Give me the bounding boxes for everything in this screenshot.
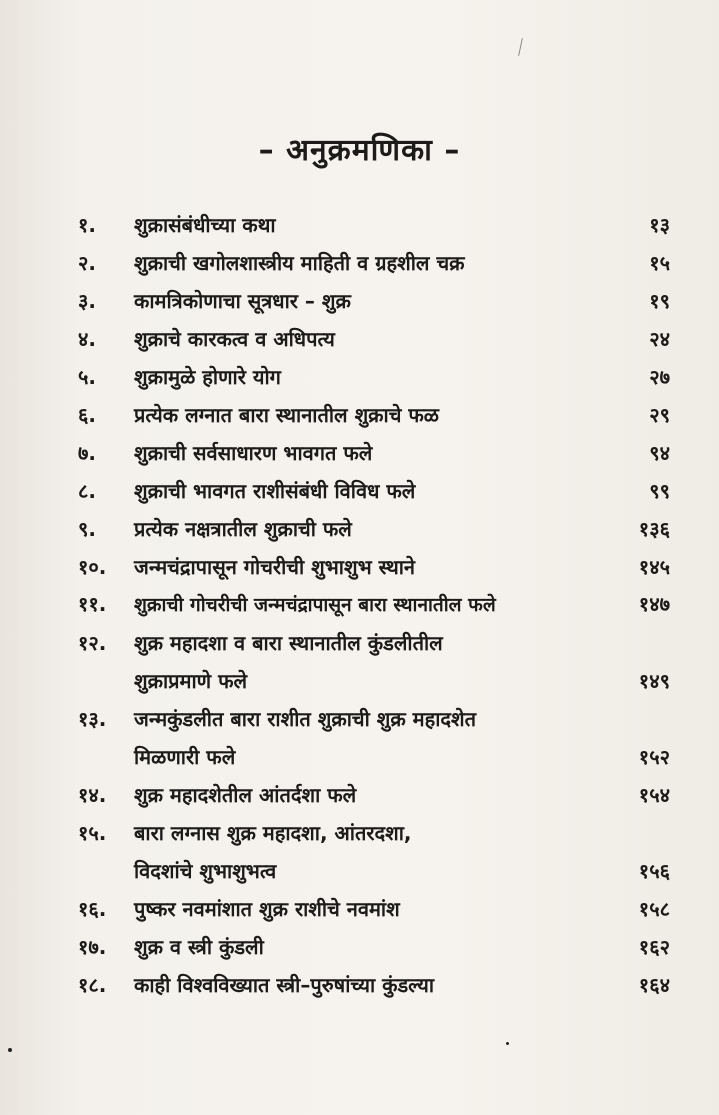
toc-entry <box>78 472 670 510</box>
entry-number: १३. <box>78 707 107 731</box>
toc-entry <box>78 548 670 586</box>
entry-number: १४. <box>78 783 107 807</box>
entry-number: ७. <box>78 441 96 465</box>
entry-number: ८. <box>78 479 96 503</box>
entry-title: शुक्र महादशेतील आंतर्दशा फले <box>134 783 357 807</box>
entry-title: शुक्रामुळे होणारे योग <box>134 365 281 389</box>
entry-title: पुष्कर नवमांशात शुक्र राशीचे नवमांश <box>134 897 400 921</box>
toc-entry <box>78 890 670 928</box>
entry-page: ९९ <box>649 479 670 503</box>
entry-title-line2: शुक्राप्रमाणे फले <box>134 669 248 693</box>
entry-number: १. <box>78 213 96 237</box>
entry-title <box>134 700 600 776</box>
entry-number: १०. <box>78 555 107 579</box>
entry-title <box>134 624 600 700</box>
entry-title: शुक्राचे कारकत्व व अधिपत्य <box>134 327 335 351</box>
entry-number: ९. <box>78 517 96 541</box>
entry-number: १७. <box>78 935 107 959</box>
entry-number: ३. <box>78 289 96 313</box>
toc-entry <box>78 282 670 320</box>
entry-title: कामत्रिकोणाचा सूत्रधार – शुक्र <box>134 289 351 313</box>
toc-entry <box>78 586 670 624</box>
toc-entry <box>78 700 670 776</box>
entry-number: ६. <box>78 403 96 427</box>
toc-entry <box>78 966 670 1004</box>
entry-page: २९ <box>649 403 670 427</box>
toc-entry <box>78 814 670 890</box>
entry-page: २४ <box>649 327 670 351</box>
entry-number: १५. <box>78 821 107 845</box>
entry-title <box>134 814 600 890</box>
entry-page: १६४ <box>638 973 670 997</box>
entry-page: १५८ <box>638 897 670 921</box>
entry-title: जन्मचंद्रापासून गोचरीची शुभाशुभ स्थाने <box>134 555 416 579</box>
entry-page: १५४ <box>638 783 670 807</box>
entry-title: शुक्र व स्त्री कुंडली <box>134 935 264 959</box>
entry-page: १३ <box>649 213 670 237</box>
entry-title: शुक्राची भावगत राशीसंबंधी विविध फले <box>134 479 416 503</box>
entry-title-line1: शुक्र महादशा व बारा स्थानातील कुंडलीतील <box>134 631 443 655</box>
entry-page: १४५ <box>638 555 670 579</box>
entry-title: काही विश्वविख्यात स्त्री–पुरुषांच्या कुंडल्या <box>134 973 435 997</box>
entry-page: १६२ <box>638 935 670 959</box>
toc-entry <box>78 928 670 966</box>
entry-page: २७ <box>649 365 670 389</box>
entry-page: १५२ <box>638 745 670 769</box>
toc-entry <box>78 510 670 548</box>
entry-page: १४७ <box>638 592 670 616</box>
entry-number: ५. <box>78 365 96 389</box>
entry-title-line2: मिळणारी फले <box>134 745 236 769</box>
entry-number: १८. <box>78 973 107 997</box>
entry-title: शुक्राची सर्वसाधारण भावगत फले <box>134 441 373 465</box>
entry-number: ११. <box>78 592 107 616</box>
toc-entry <box>78 206 670 244</box>
entry-title: शुक्राची खगोलशास्त्रीय माहिती व ग्रहशील चक्र <box>134 251 465 275</box>
entry-number: १२. <box>78 631 107 655</box>
toc-entry <box>78 624 670 700</box>
entry-title: प्रत्येक नक्षत्रातील शुक्राची फले <box>134 517 352 541</box>
entry-title-line1: बारा लग्नास शुक्र महादशा, आंतरदशा, <box>134 821 412 845</box>
entry-title: शुक्रासंबंधीच्या कथा <box>134 213 276 237</box>
page-title: – अनुक्रमणिका – <box>258 133 461 168</box>
ink-dot <box>506 1042 509 1045</box>
toc-entry <box>78 358 670 396</box>
toc-entry <box>78 244 670 282</box>
entry-page: ९४ <box>649 441 670 465</box>
ink-dot <box>8 1048 12 1052</box>
entry-title-line2: विदशांचे शुभाशुभत्व <box>134 859 277 883</box>
entry-page: १३६ <box>638 517 670 541</box>
entry-page: १५ <box>649 251 670 275</box>
toc-entry <box>78 776 670 814</box>
entry-page: १४९ <box>638 669 670 693</box>
entry-title: शुक्राची गोचरीची जन्मचंद्रापासून बारा स्थानातील फले <box>134 594 496 616</box>
toc-entry <box>78 320 670 358</box>
toc-entry <box>78 396 670 434</box>
pencil-mark <box>518 38 523 56</box>
entry-title: प्रत्येक लग्नात बारा स्थानातील शुक्राचे फळ <box>134 403 439 427</box>
entry-number: २. <box>78 251 96 275</box>
entry-page: १९ <box>649 289 670 313</box>
entry-title-line1: जन्मकुंडलीत बारा राशीत शुक्राची शुक्र महादशेत <box>134 707 477 731</box>
toc-entry <box>78 434 670 472</box>
entry-number: ४. <box>78 327 96 351</box>
entry-page: १५६ <box>638 859 670 883</box>
entry-number: १६. <box>78 897 107 921</box>
